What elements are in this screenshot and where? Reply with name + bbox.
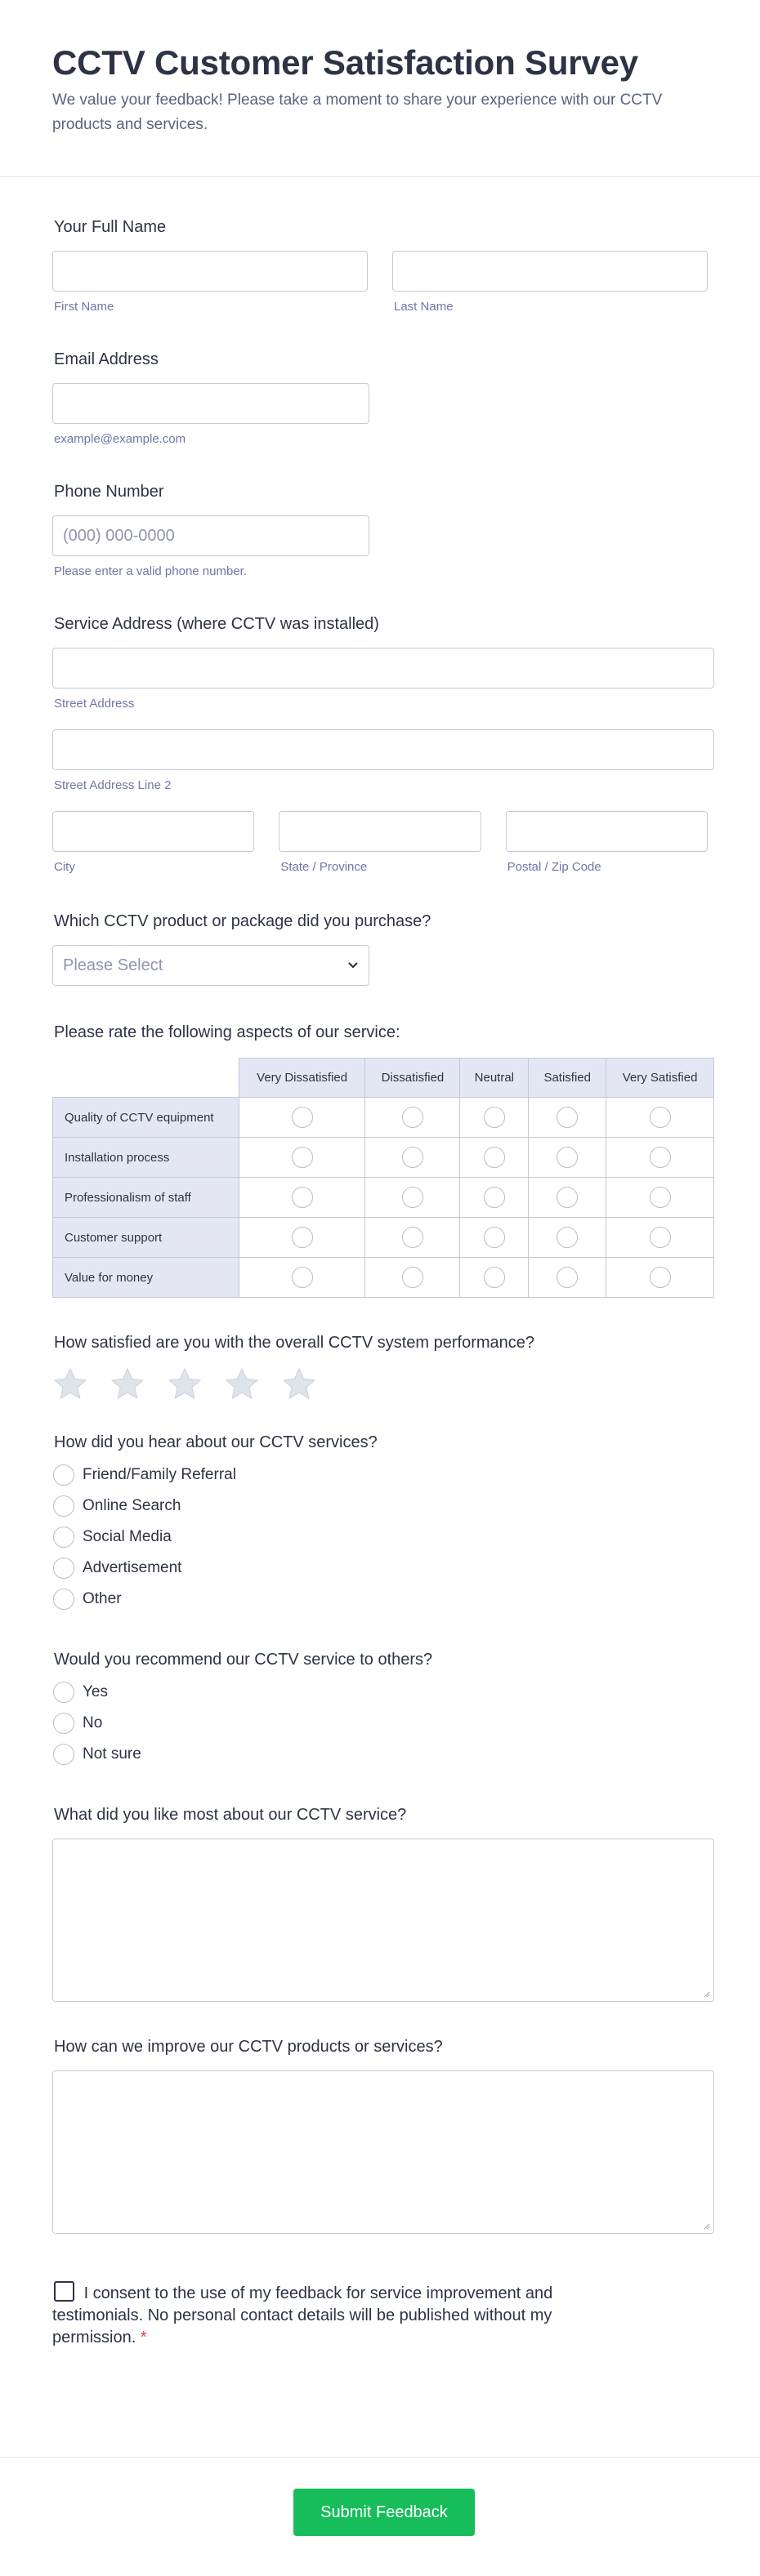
street-address-line2-sublabel: Street Address Line 2 [54, 778, 172, 792]
radio-button[interactable] [53, 1744, 74, 1765]
matrix-row-label: Installation process [53, 1138, 239, 1178]
product-select[interactable] [52, 945, 369, 986]
radio-option-label: Other [83, 1590, 122, 1607]
matrix-col-header: Very Dissatisfied [239, 1058, 365, 1098]
form-footer [0, 2457, 760, 2576]
address-label: Service Address (where CCTV was installed) [54, 615, 379, 633]
form-header [0, 0, 760, 177]
first-name-input[interactable] [52, 251, 368, 292]
matrix-radio[interactable] [557, 1187, 578, 1208]
overall-rating-section [52, 1332, 708, 1402]
matrix-radio[interactable] [402, 1107, 423, 1128]
matrix-col-header: Very Satisfied [606, 1058, 714, 1098]
submit-button[interactable]: Submit Feedback [293, 2489, 475, 2536]
star-icon[interactable] [281, 1366, 317, 1402]
matrix-radio[interactable] [292, 1187, 313, 1208]
last-name-sublabel: Last Name [394, 300, 454, 314]
radio-option-label: No [83, 1714, 103, 1731]
recommend-label: Would you recommend our CCTV service to others? [54, 1651, 433, 1669]
chevron-down-icon [347, 961, 359, 969]
matrix-col-header: Dissatisfied [365, 1058, 460, 1098]
matrix-row [53, 1258, 714, 1298]
required-asterisk: * [140, 2329, 147, 2346]
matrix-row-label: Professionalism of staff [53, 1178, 239, 1218]
matrix-radio[interactable] [484, 1227, 505, 1248]
radio-option-label: Yes [83, 1683, 108, 1700]
email-input[interactable] [52, 383, 369, 424]
matrix-radio[interactable] [650, 1227, 671, 1248]
address-section [52, 613, 708, 875]
radio-option-label: Friend/Family Referral [83, 1466, 236, 1483]
consent-checkbox[interactable] [54, 2281, 74, 2302]
radio-option[interactable] [52, 1491, 708, 1522]
product-select-value: Please Select [63, 956, 163, 974]
matrix-radio[interactable] [557, 1227, 578, 1248]
matrix-radio[interactable] [650, 1147, 671, 1168]
last-name-input[interactable] [392, 251, 708, 292]
matrix-radio[interactable] [292, 1147, 313, 1168]
phone-section [52, 481, 708, 579]
matrix-radio[interactable] [292, 1267, 313, 1288]
matrix-row [53, 1218, 714, 1258]
matrix-radio[interactable] [557, 1107, 578, 1128]
page-subtitle: We value your feedback! Please take a moment to share your experience with our CCTV products and services. [52, 91, 663, 133]
product-label: Which CCTV product or package did you purchase? [54, 912, 431, 930]
matrix-row-label: Customer support [53, 1218, 239, 1258]
radio-option[interactable] [52, 1584, 708, 1615]
phone-label: Phone Number [54, 483, 164, 501]
matrix-corner [53, 1058, 239, 1098]
matrix-radio[interactable] [292, 1107, 313, 1128]
matrix-radio[interactable] [557, 1267, 578, 1288]
matrix-radio[interactable] [650, 1267, 671, 1288]
full-name-label: Your Full Name [54, 218, 167, 236]
radio-button[interactable] [53, 1589, 74, 1610]
matrix-radio[interactable] [484, 1187, 505, 1208]
matrix-row [53, 1178, 714, 1218]
phone-placeholder: (000) 000-0000 [63, 526, 175, 545]
matrix-col-header: Satisfied [529, 1058, 606, 1098]
radio-option-label: Social Media [83, 1528, 172, 1545]
star-icon[interactable] [224, 1366, 260, 1402]
page-title: CCTV Customer Satisfaction Survey [52, 43, 638, 82]
matrix-radio[interactable] [484, 1147, 505, 1168]
radio-option[interactable] [52, 1522, 708, 1553]
radio-option[interactable] [52, 1460, 708, 1491]
email-label: Email Address [54, 350, 159, 368]
consent-section [52, 2281, 624, 2349]
matrix-row [53, 1138, 714, 1178]
zip-input[interactable] [506, 811, 708, 852]
liked-section [52, 1804, 708, 2002]
city-sublabel: City [54, 860, 75, 874]
first-name-sublabel: First Name [54, 300, 114, 314]
improve-label: How can we improve our CCTV products or services? [54, 2038, 443, 2056]
state-input[interactable] [279, 811, 481, 852]
radio-option-label: Not sure [83, 1745, 141, 1763]
street-address-input[interactable] [52, 648, 714, 689]
radio-button[interactable] [53, 1526, 74, 1548]
product-section [52, 911, 708, 986]
matrix-radio[interactable] [557, 1147, 578, 1168]
liked-textarea[interactable] [52, 1838, 714, 2002]
liked-label: What did you like most about our CCTV service? [54, 1806, 407, 1824]
radio-option[interactable] [52, 1708, 708, 1739]
street-address-line2-input[interactable] [52, 729, 714, 770]
radio-option[interactable] [52, 1739, 708, 1770]
zip-sublabel: Postal / Zip Code [507, 860, 601, 874]
matrix-radio[interactable] [650, 1187, 671, 1208]
radio-option[interactable] [52, 1553, 708, 1584]
radio-button[interactable] [53, 1713, 74, 1734]
star-icon[interactable] [167, 1366, 203, 1402]
matrix-row [53, 1098, 714, 1138]
matrix-radio[interactable] [402, 1227, 423, 1248]
hear-section [52, 1432, 708, 1615]
matrix-radio[interactable] [292, 1227, 313, 1248]
full-name-section [52, 216, 708, 314]
state-sublabel: State / Province [280, 860, 368, 874]
recommend-options [52, 1677, 708, 1770]
matrix-radio[interactable] [650, 1107, 671, 1128]
matrix-radio[interactable] [402, 1187, 423, 1208]
matrix-radio[interactable] [402, 1147, 423, 1168]
matrix-radio[interactable] [484, 1107, 505, 1128]
rating-matrix-section [52, 1022, 708, 1298]
radio-option[interactable] [52, 1677, 708, 1708]
email-sublabel: example@example.com [54, 432, 186, 446]
recommend-section [52, 1649, 708, 1770]
street-address-sublabel: Street Address [54, 697, 135, 711]
improve-textarea[interactable] [52, 2070, 714, 2234]
matrix-radio[interactable] [484, 1267, 505, 1288]
star-icon[interactable] [110, 1366, 145, 1402]
radio-button[interactable] [53, 1464, 74, 1486]
radio-option-label: Online Search [83, 1497, 181, 1514]
phone-input[interactable] [52, 515, 369, 556]
radio-button[interactable] [53, 1495, 74, 1517]
hear-label: How did you hear about our CCTV services? [54, 1433, 378, 1451]
city-input[interactable] [52, 811, 254, 852]
rating-matrix [52, 1058, 714, 1298]
resize-grip-icon[interactable] [702, 1990, 710, 1998]
radio-button[interactable] [53, 1682, 74, 1703]
overall-rating-label: How satisfied are you with the overall CCTV system performance? [54, 1334, 535, 1352]
improve-section [52, 2036, 708, 2234]
matrix-row-label: Value for money [53, 1258, 239, 1298]
hear-options [52, 1460, 708, 1615]
radio-option-label: Advertisement [83, 1559, 182, 1576]
radio-button[interactable] [53, 1558, 74, 1579]
email-section [52, 349, 708, 447]
matrix-label: Please rate the following aspects of our service: [54, 1023, 400, 1041]
consent-text: I consent to the use of my feedback for service improvement and testimonials. No personal contact details will be published without my permission. [52, 2284, 553, 2346]
form-body [0, 216, 760, 2349]
resize-grip-icon[interactable] [702, 2222, 710, 2230]
phone-sublabel: Please enter a valid phone number. [54, 564, 247, 578]
star-rating [52, 1366, 708, 1402]
matrix-row-label: Quality of CCTV equipment [53, 1098, 239, 1138]
matrix-radio[interactable] [402, 1267, 423, 1288]
matrix-col-header: Neutral [460, 1058, 529, 1098]
star-icon[interactable] [52, 1366, 88, 1402]
